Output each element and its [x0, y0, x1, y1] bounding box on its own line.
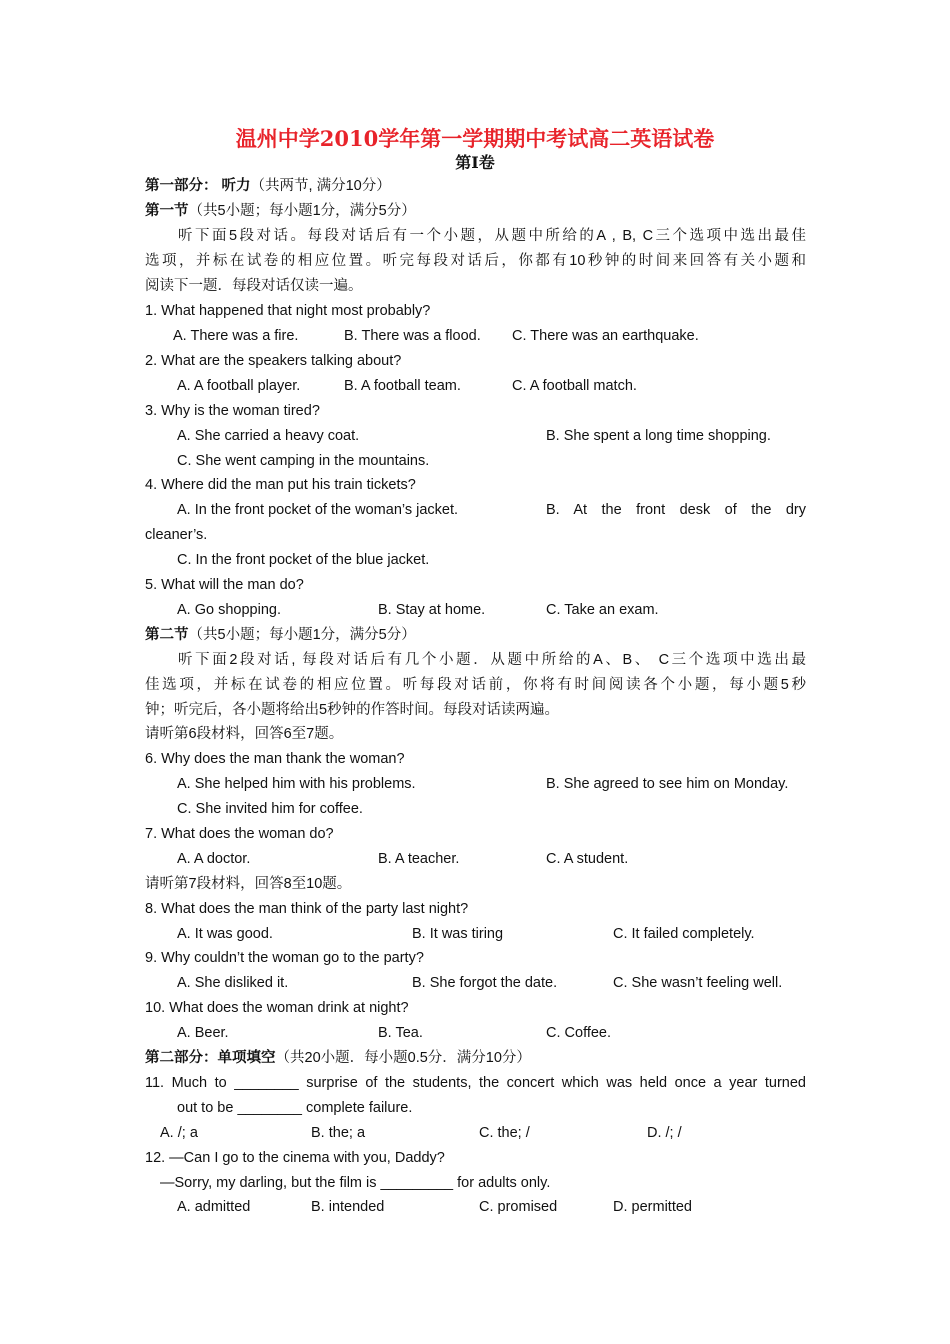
part1-heading-text: 第一部分： 听力: [145, 178, 251, 194]
q2-option-c: C. A football match.: [512, 378, 637, 394]
q12-option-b: B. intended: [311, 1199, 385, 1215]
q7-option-c: C. A student.: [546, 851, 629, 867]
q4-option-c: C. In the front pocket of the blue jacket.: [177, 552, 430, 568]
question-12-line2: —Sorry, my darling, but the film is _________ for adults only.: [160, 1175, 551, 1191]
q4-option-a: A. In the front pocket of the woman’s jacket.: [177, 502, 459, 518]
section1-heading: [145, 201, 416, 221]
part2-heading-note: （共20小题．每小题0.5分．满分10分）: [275, 1050, 531, 1066]
q11-option-c: C. the; /: [479, 1125, 530, 1141]
question-3: 3. Why is the woman tired?: [145, 403, 320, 419]
question-5: 5. What will the man do?: [145, 577, 304, 593]
section1-heading-note: （共5小题；每小题1分，满分5分）: [188, 203, 416, 219]
section1-instruction-line2: 选项，并标在试卷的相应位置。听完每段对话后，你都有10秒钟的时间来回答有关小题和: [145, 253, 806, 269]
q8-option-b: B. It was tiring: [412, 926, 504, 942]
q1-option-b: B. There was a flood.: [344, 328, 481, 344]
q4-option-b-continued: cleaner’s.: [145, 527, 208, 543]
question-1: 1. What happened that night most probably?: [145, 303, 431, 319]
section2-instruction-line1: 听下面2段对话, 每段对话后有几个小题．从题中所给的A、B、 C三个选项中选出最: [178, 652, 806, 668]
q10-option-a: A. Beer.: [177, 1025, 229, 1041]
exam-title: 温州中学2010学年第一学期期中考试高二英语试卷: [235, 126, 715, 151]
question-11-line2: out to be ________ complete failure.: [177, 1100, 413, 1116]
section2-heading-text: 第二节: [145, 627, 189, 643]
q11-option-a: A. /; a: [160, 1125, 198, 1141]
question-4: 4. Where did the man put his train tickets?: [145, 477, 416, 493]
q5-option-c: C. Take an exam.: [546, 602, 659, 618]
q7-option-b: B. A teacher.: [378, 851, 460, 867]
material-7-note: 请听第7段材料，回答8至10题。: [145, 876, 352, 892]
q2-option-a: A. A football player.: [177, 378, 301, 394]
part2-heading-text: 第二部分：单项填空: [145, 1050, 276, 1066]
question-12-line1: 12. —Can I go to the cinema with you, Daddy?: [145, 1150, 445, 1166]
question-10: 10. What does the woman drink at night?: [145, 1000, 409, 1016]
q7-option-a: A. A doctor.: [177, 851, 251, 867]
q5-option-b: B. Stay at home.: [378, 602, 486, 618]
q6-option-b: B. She agreed to see him on Monday.: [546, 776, 789, 792]
q1-option-a: A. There was a fire.: [173, 328, 299, 344]
q9-option-a: A. She disliked it.: [177, 975, 289, 991]
q6-option-c: C. She invited him for coffee.: [177, 801, 363, 817]
q9-option-b: B. She forgot the date.: [412, 975, 558, 991]
section1-heading-text: 第一节: [145, 203, 189, 219]
part1-heading: [145, 176, 391, 196]
question-8: 8. What does the man think of the party last night?: [145, 901, 469, 917]
q8-option-a: A. It was good.: [177, 926, 273, 942]
q8-option-c: C. It failed completely.: [613, 926, 755, 942]
q12-option-c: C. promised: [479, 1199, 558, 1215]
q3-option-b: B. She spent a long time shopping.: [546, 428, 771, 444]
question-7: 7. What does the woman do?: [145, 826, 334, 842]
q10-option-c: C. Coffee.: [546, 1025, 612, 1041]
q5-option-a: A. Go shopping.: [177, 602, 281, 618]
q11-option-d: D. /; /: [647, 1125, 682, 1141]
question-2: 2. What are the speakers talking about?: [145, 353, 402, 369]
part1-heading-note: （共两节, 满分10分）: [250, 178, 391, 194]
q1-option-c: C. There was an earthquake.: [512, 328, 699, 344]
section2-heading-note: （共5小题；每小题1分，满分5分）: [188, 627, 416, 643]
q3-option-a: A. She carried a heavy coat.: [177, 428, 360, 444]
section2-instruction-line2: 佳选项，并标在试卷的相应位置。听每段对话前，你将有时间阅读各个小题，每小题5秒: [145, 677, 806, 693]
section1-instruction-line3: 阅读下一题．每段对话仅读一遍。: [145, 278, 363, 294]
q3-option-c: C. She went camping in the mountains.: [177, 453, 430, 469]
q12-option-d: D. permitted: [613, 1199, 692, 1215]
q12-option-a: A. admitted: [177, 1199, 251, 1215]
section2-instruction-line3: 钟；听完后，各小题将给出5秒钟的作答时间。每段对话读两遍。: [145, 702, 560, 718]
section2-heading: [145, 625, 416, 645]
q10-option-b: B. Tea.: [378, 1025, 423, 1041]
question-11-line1: 11. Much to ________ surprise of the students, the concert which was held once a year turned: [145, 1075, 806, 1091]
question-6: 6. Why does the man thank the woman?: [145, 751, 405, 767]
q6-option-a: A. She helped him with his problems.: [177, 776, 416, 792]
question-9: 9. Why couldn’t the woman go to the party?: [145, 950, 424, 966]
q9-option-c: C. She wasn’t feeling well.: [613, 975, 783, 991]
q2-option-b: B. A football team.: [344, 378, 461, 394]
volume-label: 第I卷: [455, 153, 495, 172]
q11-option-b: B. the; a: [311, 1125, 366, 1141]
q4-option-b: B. At the front desk of the dry: [546, 502, 806, 518]
material-6-note: 请听第6段材料，回答6至7题。: [145, 726, 344, 742]
section1-instruction-line1: 听下面5段对话。每段对话后有一个小题，从题中所给的A , B, C三个选项中选出最佳: [178, 228, 806, 244]
part2-heading: [145, 1048, 531, 1068]
